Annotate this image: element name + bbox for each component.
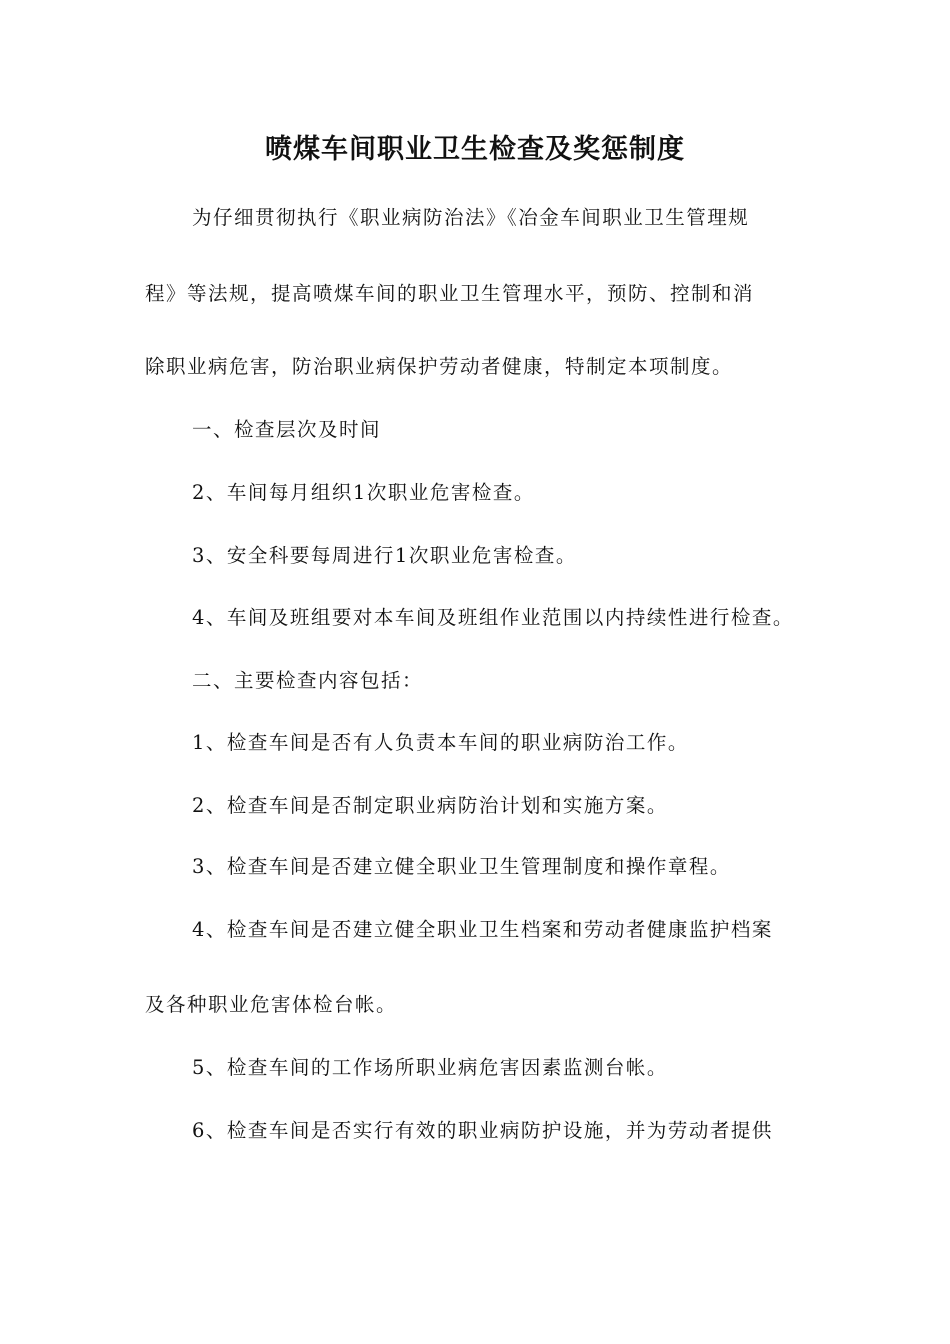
document-title: 喷煤车间职业卫生检查及奖惩制度 <box>265 134 685 165</box>
list-item: 5、检查车间的工作场所职业病危害因素监测台帐。 <box>192 1056 668 1079</box>
list-item: 4、车间及班组要对本车间及班组作业范围以内持续性进行检查。 <box>192 606 794 629</box>
list-item: 3、安全科要每周进行1次职业危害检查。 <box>192 544 577 567</box>
paragraph-line: 除职业病危害，防治职业病保护劳动者健康，特制定本项制度。 <box>145 355 734 378</box>
list-item: 4、检查车间是否建立健全职业卫生档案和劳动者健康监护档案 <box>192 918 773 941</box>
list-item: 3、检查车间是否建立健全职业卫生管理制度和操作章程。 <box>192 855 731 878</box>
list-item: 1、检查车间是否有人负责本车间的职业病防治工作。 <box>192 731 689 754</box>
list-item: 6、检查车间是否实行有效的职业病防护设施，并为劳动者提供 <box>192 1119 773 1142</box>
paragraph-line: 为仔细贯彻执行《职业病防治法》《冶金车间职业卫生管理规 <box>192 206 750 229</box>
list-item-continuation: 及各种职业危害体检台帐。 <box>145 993 398 1016</box>
paragraph-line: 程》等法规，提高喷煤车间的职业卫生管理水平，预防、控制和消 <box>145 282 755 305</box>
section-heading: 二、主要检查内容包括： <box>192 669 424 692</box>
section-heading: 一、检查层次及时间 <box>192 418 382 441</box>
list-item: 2、车间每月组织1次职业危害检查。 <box>192 481 535 504</box>
list-item: 2、检查车间是否制定职业病防治计划和实施方案。 <box>192 794 668 817</box>
